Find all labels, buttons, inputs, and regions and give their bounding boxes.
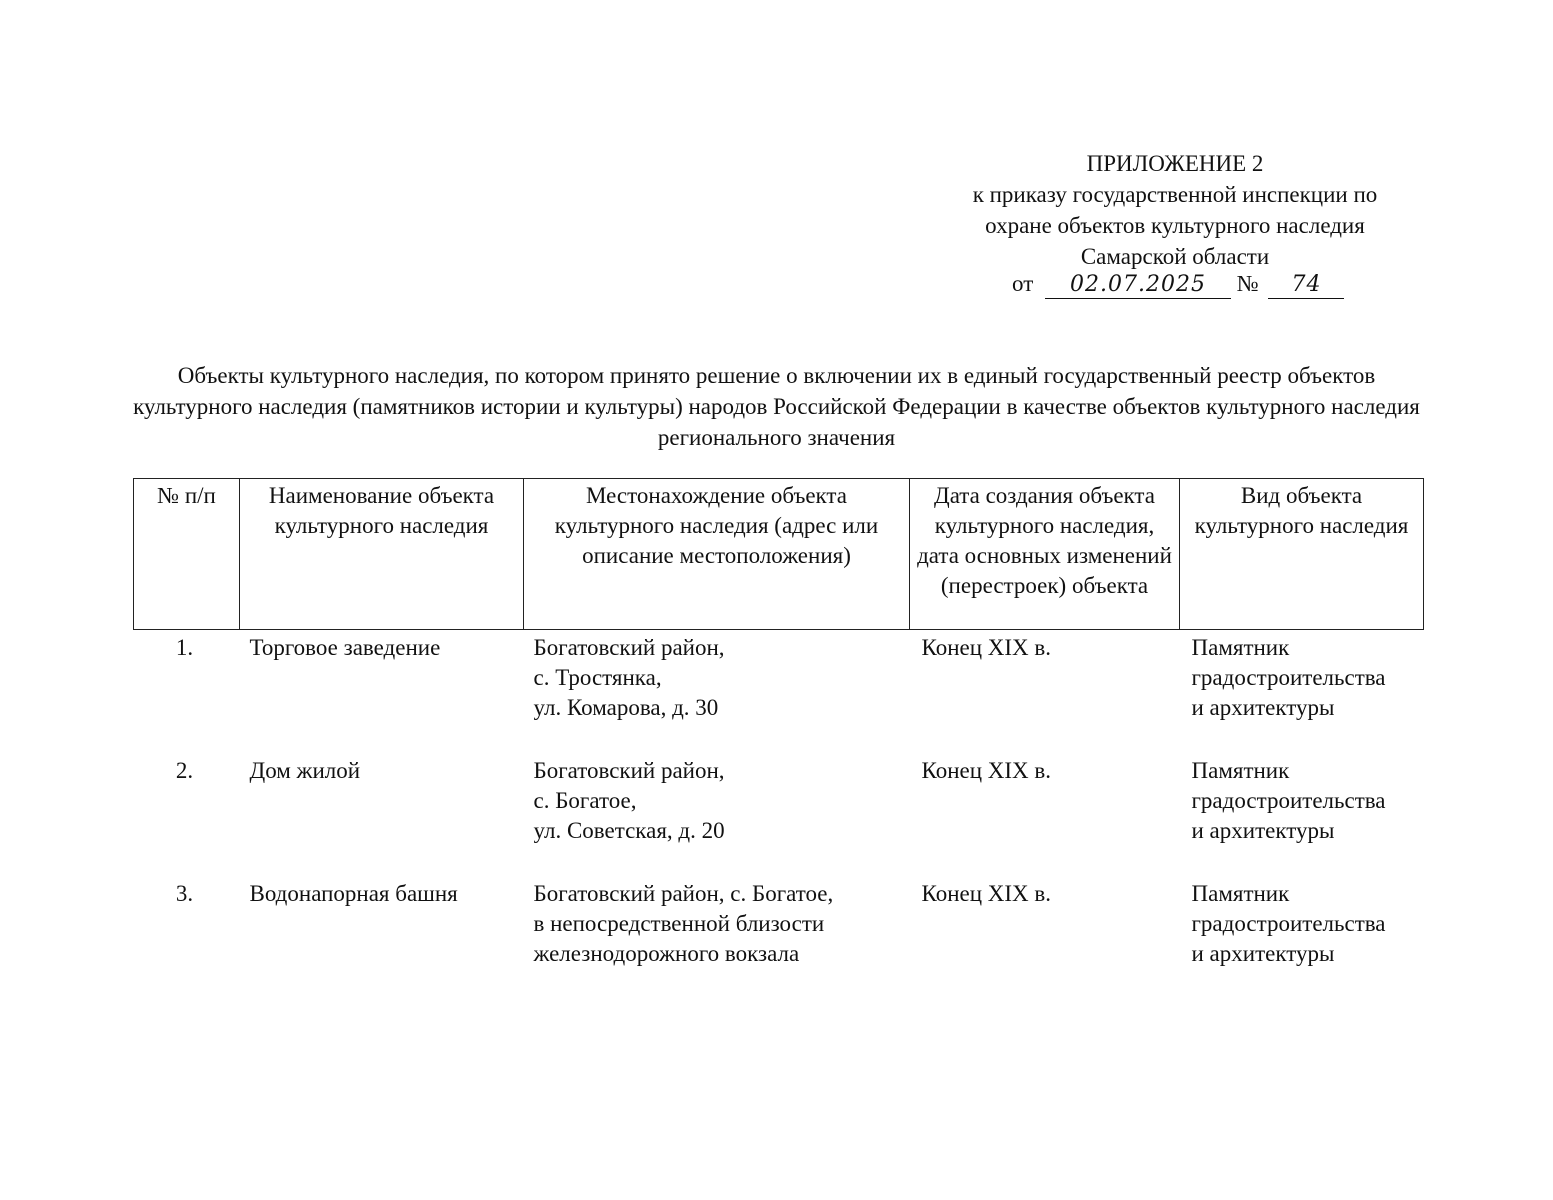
kind-line: и архитектуры <box>1191 818 1335 843</box>
kind-line: и архитектуры <box>1191 941 1335 966</box>
location-line: с. Богатое, <box>533 788 637 813</box>
header-kind: Вид объекта культурного наследия <box>1180 479 1424 630</box>
kind-line: градостроительства <box>1191 911 1386 936</box>
appendix-line: Самарской области <box>1080 244 1270 269</box>
kind-line: градостроительства <box>1191 788 1386 813</box>
date-prefix: от <box>1012 271 1034 296</box>
document-title: Объекты культурного наследия, по котором принято решение о включении их в единый государственный реестр объектов культурного наследия (памятников истории и культуры) народов Российской Федерации в качестве объектов культурного наследия регионального значения <box>133 363 1420 450</box>
row-name: Торговое заведение <box>249 635 441 660</box>
row-number: 2. <box>175 758 194 783</box>
handwritten-number: 74 <box>1268 272 1344 299</box>
table-row <box>134 630 1424 754</box>
location-line: в непосредственной близости <box>533 911 825 936</box>
row-location <box>524 876 910 999</box>
header-date: Дата создания объекта культурного наследия, дата основных изменений (перестроек) объекта <box>910 479 1180 630</box>
row-kind <box>1180 630 1424 754</box>
row-location <box>524 753 910 876</box>
appendix-block <box>900 148 1450 272</box>
row-number: 3. <box>175 881 194 906</box>
row-date: Конец XIX в. <box>921 881 1052 906</box>
row-location <box>524 630 910 754</box>
location-line: ул. Советская, д. 20 <box>533 818 725 843</box>
appendix-line: охране объектов культурного наследия <box>985 213 1365 238</box>
row-kind <box>1180 876 1424 999</box>
kind-line: и архитектуры <box>1191 695 1335 720</box>
location-line: с. Тростянка, <box>533 665 662 690</box>
row-date: Конец XIX в. <box>921 758 1052 783</box>
header-location: Местонахождение объекта культурного наследия (адрес или описание местоположения) <box>524 479 910 630</box>
kind-line: Памятник <box>1191 881 1290 906</box>
location-line: Богатовский район, с. Богатое, <box>533 881 834 906</box>
table-row <box>134 876 1424 999</box>
table-header-row <box>134 479 1424 630</box>
header-number: № п/п <box>134 479 240 630</box>
location-line: Богатовский район, <box>533 635 725 660</box>
row-name: Дом жилой <box>249 758 361 783</box>
row-kind <box>1180 753 1424 876</box>
table-row <box>134 753 1424 876</box>
order-date-number <box>1012 268 1344 299</box>
handwritten-date: 02.07.2025 <box>1045 272 1231 299</box>
location-line: Богатовский район, <box>533 758 725 783</box>
header-name: Наименование объекта культурного наследия <box>240 479 524 630</box>
row-date: Конец XIX в. <box>921 635 1052 660</box>
kind-line: Памятник <box>1191 758 1290 783</box>
location-line: железнодорожного вокзала <box>533 941 800 966</box>
location-line: ул. Комарова, д. 30 <box>533 695 719 720</box>
appendix-heading: ПРИЛОЖЕНИЕ 2 <box>1086 151 1264 176</box>
kind-line: градостроительства <box>1191 665 1386 690</box>
kind-line: Памятник <box>1191 635 1290 660</box>
row-name: Водонапорная башня <box>249 881 458 906</box>
row-number: 1. <box>175 635 194 660</box>
heritage-table <box>133 478 1424 999</box>
appendix-line: к приказу государственной инспекции по <box>972 182 1378 207</box>
number-prefix: № <box>1236 271 1259 296</box>
